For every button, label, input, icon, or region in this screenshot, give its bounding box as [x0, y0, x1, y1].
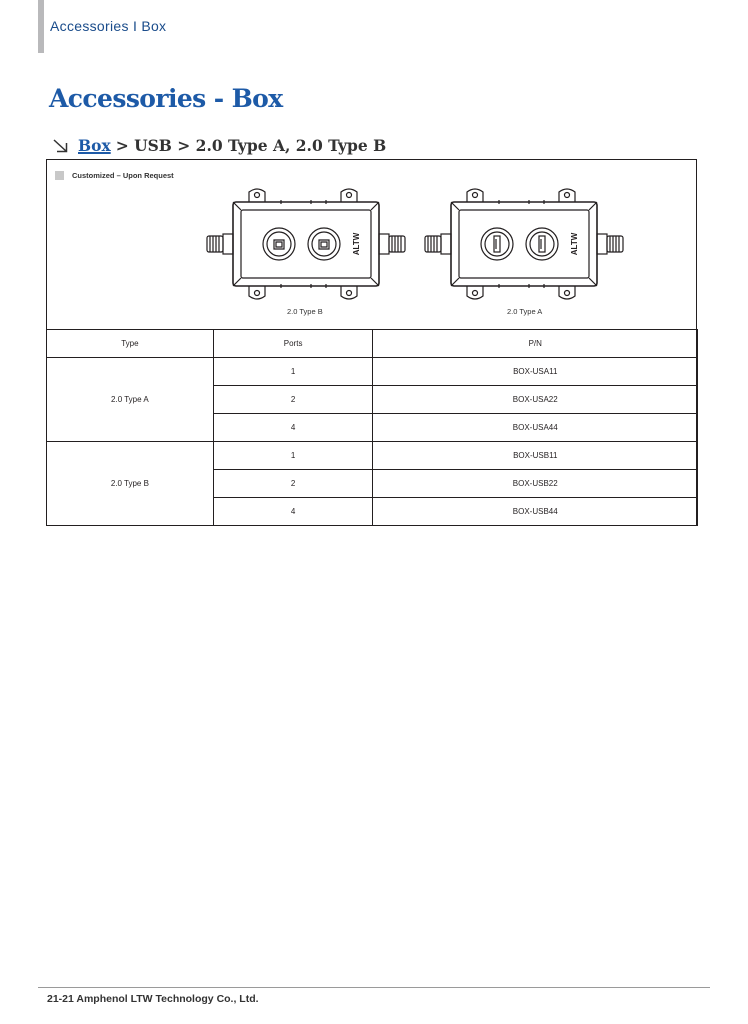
brand-logo-mark: ALTW [352, 232, 361, 256]
table-row [47, 442, 698, 470]
pn-cell: BOX-USB22 [373, 470, 698, 498]
ports-cell: 2 [213, 386, 373, 414]
product-label-type-a: 2.0 Type A [507, 307, 543, 316]
column-header-ports: Ports [213, 330, 373, 358]
type-cell: 2.0 Type A [47, 358, 214, 442]
breadcrumb-path: > USB > 2.0 Type A, 2.0 Type B [115, 136, 387, 155]
legend [55, 171, 174, 180]
column-header-pn: P/N [373, 330, 698, 358]
page-title: Accessories - Box [49, 84, 283, 113]
legend-label: Customized – Upon Request [72, 171, 174, 180]
section-header: Accessories I Box [50, 18, 167, 34]
spec-table [46, 329, 698, 526]
footer-divider [38, 987, 710, 988]
ports-cell: 4 [213, 414, 373, 442]
ports-cell: 1 [213, 358, 373, 386]
pn-cell: BOX-USB11 [373, 442, 698, 470]
product-label-type-b: 2.0 Type B [287, 307, 323, 316]
usb-type-a-box-drawing [419, 182, 629, 306]
type-cell: 2.0 Type B [47, 442, 214, 526]
brand-logo-mark: ALTW [570, 232, 579, 256]
ports-cell: 1 [213, 442, 373, 470]
breadcrumb-link-box[interactable]: Box [78, 136, 111, 155]
table-row [47, 358, 698, 386]
column-header-type: Type [47, 330, 214, 358]
usb-type-b-box-drawing [201, 182, 411, 306]
table-header-row [47, 330, 698, 358]
legend-swatch [55, 171, 64, 180]
pn-cell: BOX-USA11 [373, 358, 698, 386]
pn-cell: BOX-USB44 [373, 498, 698, 526]
pn-cell: BOX-USA22 [373, 386, 698, 414]
page-footer: 21-21 Amphenol LTW Technology Co., Ltd. [47, 993, 259, 1005]
pn-cell: BOX-USA44 [373, 414, 698, 442]
arrow-down-right-icon [52, 139, 68, 153]
ports-cell: 4 [213, 498, 373, 526]
header-accent-bar [38, 0, 44, 53]
product-panel [46, 159, 697, 526]
ports-cell: 2 [213, 470, 373, 498]
breadcrumb [52, 136, 386, 155]
